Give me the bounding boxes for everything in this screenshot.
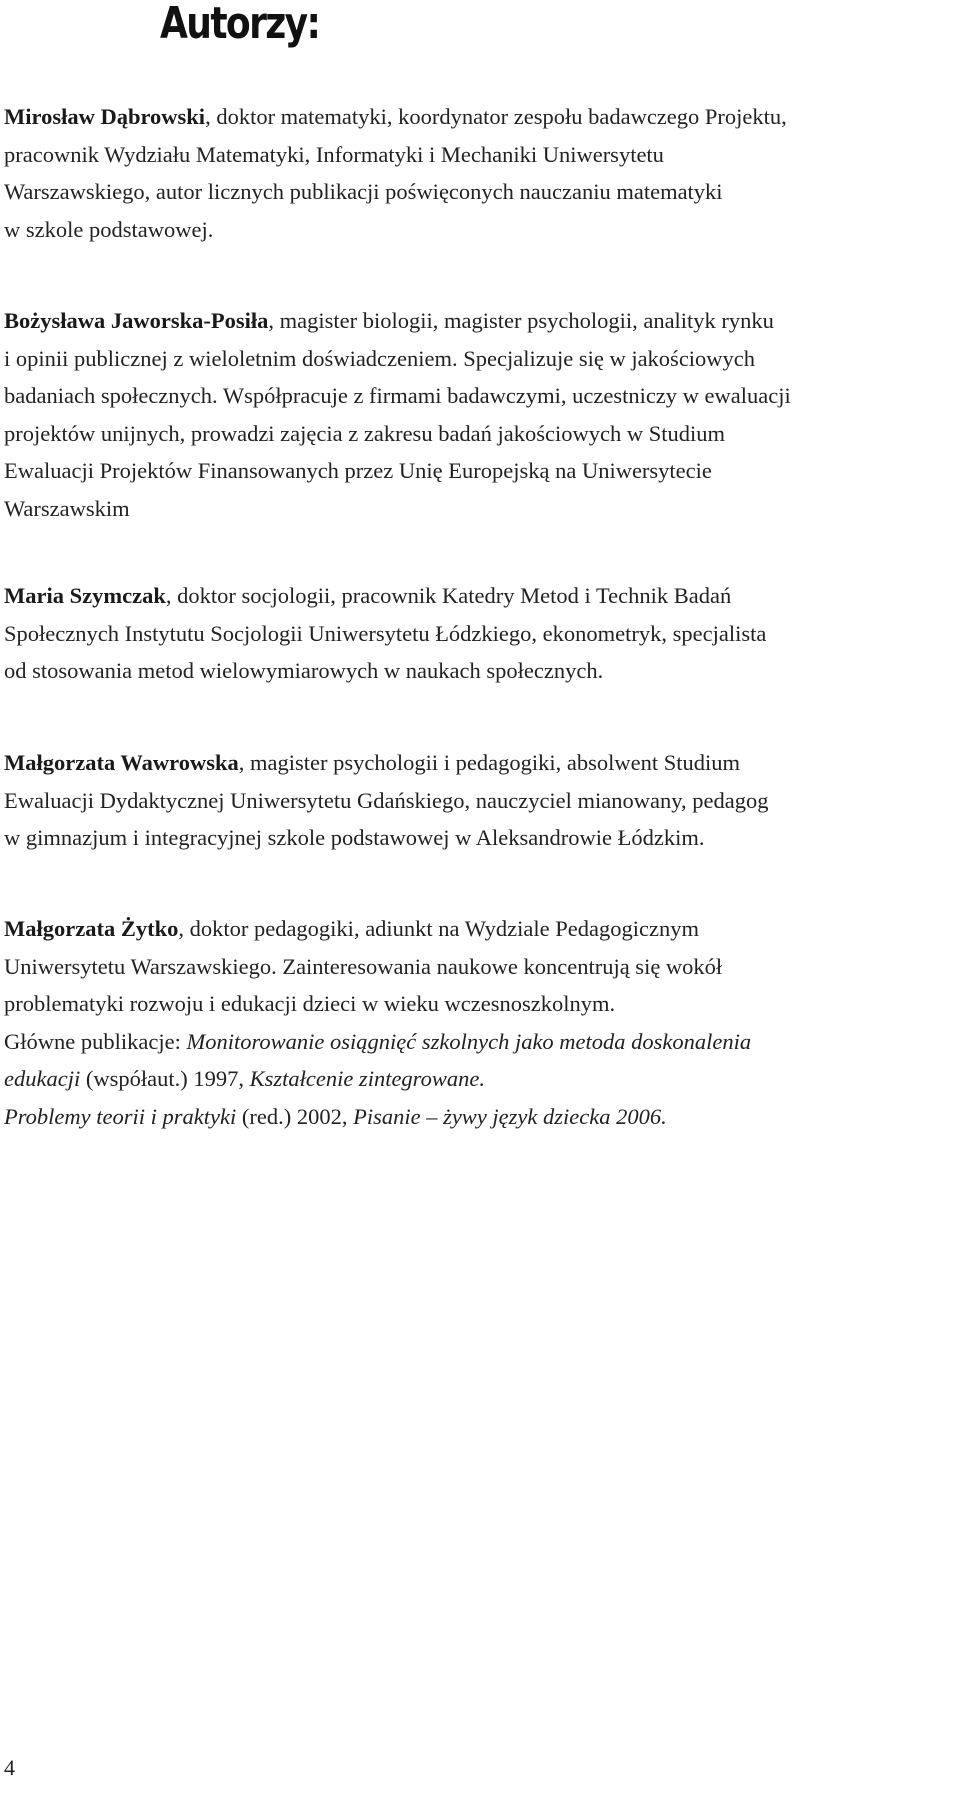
author-name: Bożysława Jaworska-Posiła <box>4 308 269 333</box>
page-title: Autorzy: <box>160 0 320 49</box>
bio-line: w gimnazjum i integracyjnej szkole podstawowej w Aleksandrowie Łódzkim. <box>4 825 705 850</box>
bio-line: w szkole podstawowej. <box>4 216 214 242</box>
publications-line: Problemy teorii i praktyki (red.) 2002, Pisanie – żywy język dziecka 2006. <box>4 1103 667 1129</box>
author-name: Maria Szymczak <box>4 583 166 608</box>
publication-title: Problemy teorii i praktyki <box>4 1103 237 1129</box>
author-bio-wawrowska <box>4 744 956 857</box>
author-bio-szymczak <box>4 577 956 690</box>
author-bio-jaworska-posila <box>4 302 956 527</box>
bio-line: badaniach społecznych. Współpracuje z firmami badawczymi, uczestniczy w ewaluacji <box>4 383 791 408</box>
bio-line: Mirosław Dąbrowski, doktor matematyki, koordynator zespołu badawczego Projektu, <box>4 104 787 129</box>
bio-line: Maria Szymczak, doktor socjologii, pracownik Katedry Metod i Technik Badań <box>4 583 732 608</box>
author-name: Mirosław Dąbrowski <box>4 104 206 129</box>
bio-line: Uniwersytetu Warszawskiego. Zainteresowania naukowe koncentrują się wokół <box>4 953 723 979</box>
publication-title: edukacji <box>4 1066 81 1091</box>
bio-line: Ewaluacji Dydaktycznej Uniwersytetu Gdańskiego, nauczyciel mianowany, pedagog <box>4 787 769 813</box>
bio-line: Warszawskim <box>4 495 130 521</box>
page-number: 4 <box>4 1755 15 1780</box>
author-bio-dabrowski <box>4 98 956 248</box>
publication-title: Pisanie – żywy język dziecka 2006. <box>353 1103 667 1129</box>
bio-line: Małgorzata Wawrowska, magister psychologii i pedagogiki, absolwent Studium <box>4 750 740 775</box>
bio-line: Bożysława Jaworska-Posiła, magister biologii, magister psychologii, analityk rynku <box>4 308 774 333</box>
bio-line: Małgorzata Żytko, doktor pedagogiki, adiunkt na Wydziale Pedagogicznym <box>4 916 699 941</box>
publications-line: Główne publikacje: Monitorowanie osiągnięć szkolnych jako metoda doskonalenia <box>4 1028 752 1054</box>
bio-line: i opinii publicznej z wieloletnim doświadczeniem. Specjalizuje się w jakościowych <box>4 345 756 371</box>
author-name: Małgorzata Żytko <box>4 916 179 941</box>
author-bio-zytko <box>4 910 956 1135</box>
bio-line: Społecznych Instytutu Socjologii Uniwersytetu Łódzkiego, ekonometryk, specjalista <box>4 620 767 646</box>
bio-line: Ewaluacji Projektów Finansowanych przez Unię Europejską na Uniwersytecie <box>4 458 712 483</box>
bio-line: od stosowania metod wielowymiarowych w naukach społecznych. <box>4 658 604 683</box>
bio-line: projektów unijnych, prowadzi zajęcia z zakresu badań jakościowych w Studium <box>4 420 726 446</box>
author-name: Małgorzata Wawrowska <box>4 750 239 775</box>
bio-line: pracownik Wydziału Matematyki, Informatyki i Mechaniki Uniwersytetu <box>4 141 664 167</box>
bio-line: problematyki rozwoju i edukacji dzieci w wieku wczesnoszkolnym. <box>4 991 616 1016</box>
publication-title: Monitorowanie osiągnięć szkolnych jako metoda doskonalenia <box>186 1028 752 1054</box>
bio-line: Warszawskiego, autor licznych publikacji poświęconych nauczaniu matematyki <box>4 179 723 204</box>
publication-title: Kształcenie zintegrowane. <box>249 1066 485 1091</box>
publications-line: edukacji (współaut.) 1997, Kształcenie zintegrowane. <box>4 1066 485 1091</box>
